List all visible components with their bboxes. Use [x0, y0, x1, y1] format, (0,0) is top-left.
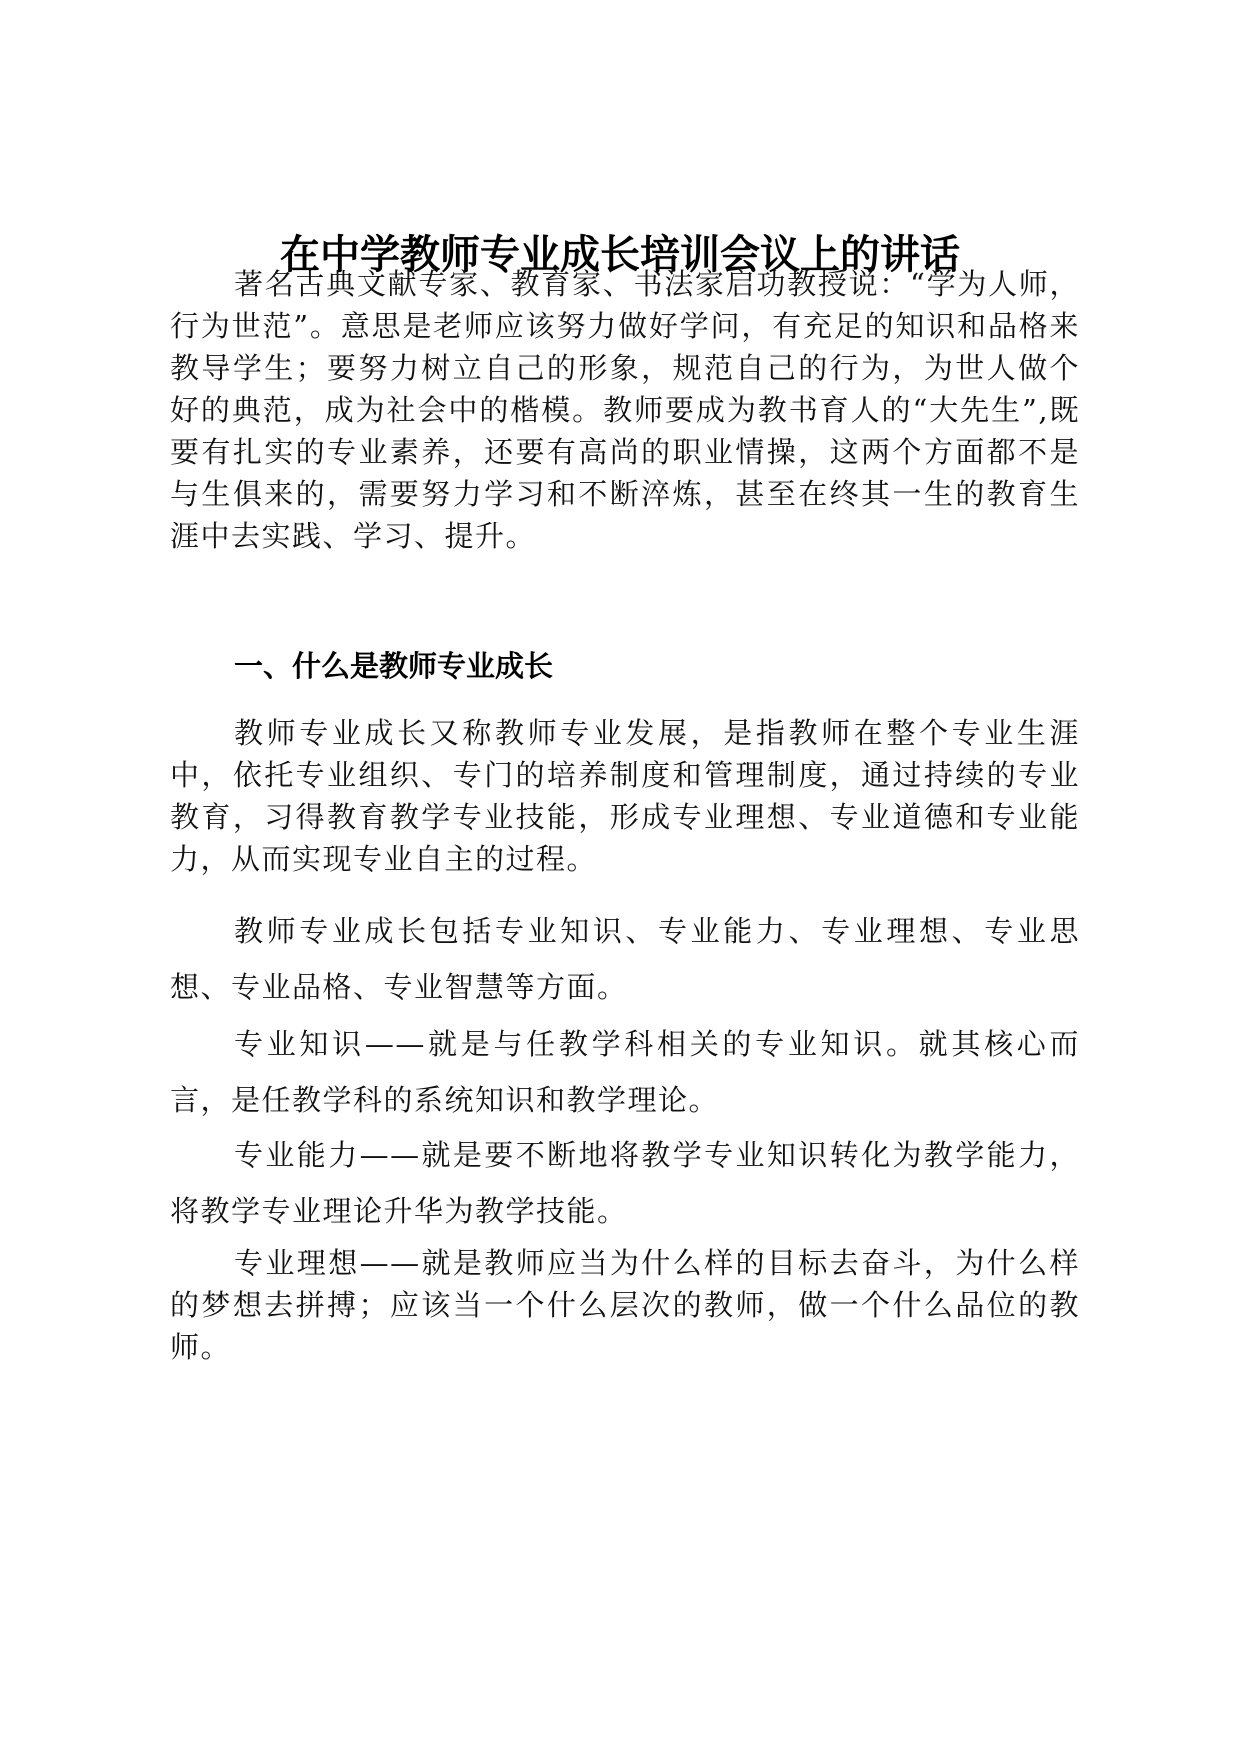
professional-ideal-paragraph: 专业理想——就是教师应当为什么样的目标去奋斗，为什么样的梦想去拼搏；应该当一个什么层次的教师，做一个什么品位的教师。: [170, 1246, 1080, 1364]
definition-paragraph: 教师专业成长又称教师专业发展，是指教师在整个专业生涯中，依托专业组织、专门的培养制度和管理制度，通过持续的专业教育，习得教育教学专业技能，形成专业理想、专业道德和专业能力，从而实现专业自主的过程。: [170, 716, 1080, 876]
intro-paragraph: 著名古典文献专家、教育家、书法家启功教授说：“学为人师，行为世范”。意思是老师应该努力做好学问，有充足的知识和品格来教导学生；要努力树立自己的形象，规范自己的行为，为世人做个好的典范，成为社会中的楷模。教师要成为教书育人的“大先生”,既要有扎实的专业素养，还要有高尚的职业情操，这两个方面都不是与生俱来的，需要努力学习和不断淬炼，甚至在终其一生的教育生涯中去实践、学习、提升。: [170, 267, 1080, 553]
document-page: [170, 0, 1080, 1754]
components-paragraph: 教师专业成长包括专业知识、专业能力、专业理想、专业思想、专业品格、专业智慧等方面。: [170, 914, 1080, 1004]
document-title: 在中学教师专业成长培训会议上的讲话: [280, 232, 960, 278]
professional-knowledge-paragraph: 专业知识——就是与任教学科相关的专业知识。就其核心而言，是任教学科的系统知识和教学理论。: [170, 1027, 1080, 1117]
professional-ability-paragraph: 专业能力——就是要不断地将教学专业知识转化为教学能力，将教学专业理论升华为教学技能。: [170, 1138, 1080, 1228]
section-heading: 一、什么是教师专业成长: [234, 649, 554, 683]
